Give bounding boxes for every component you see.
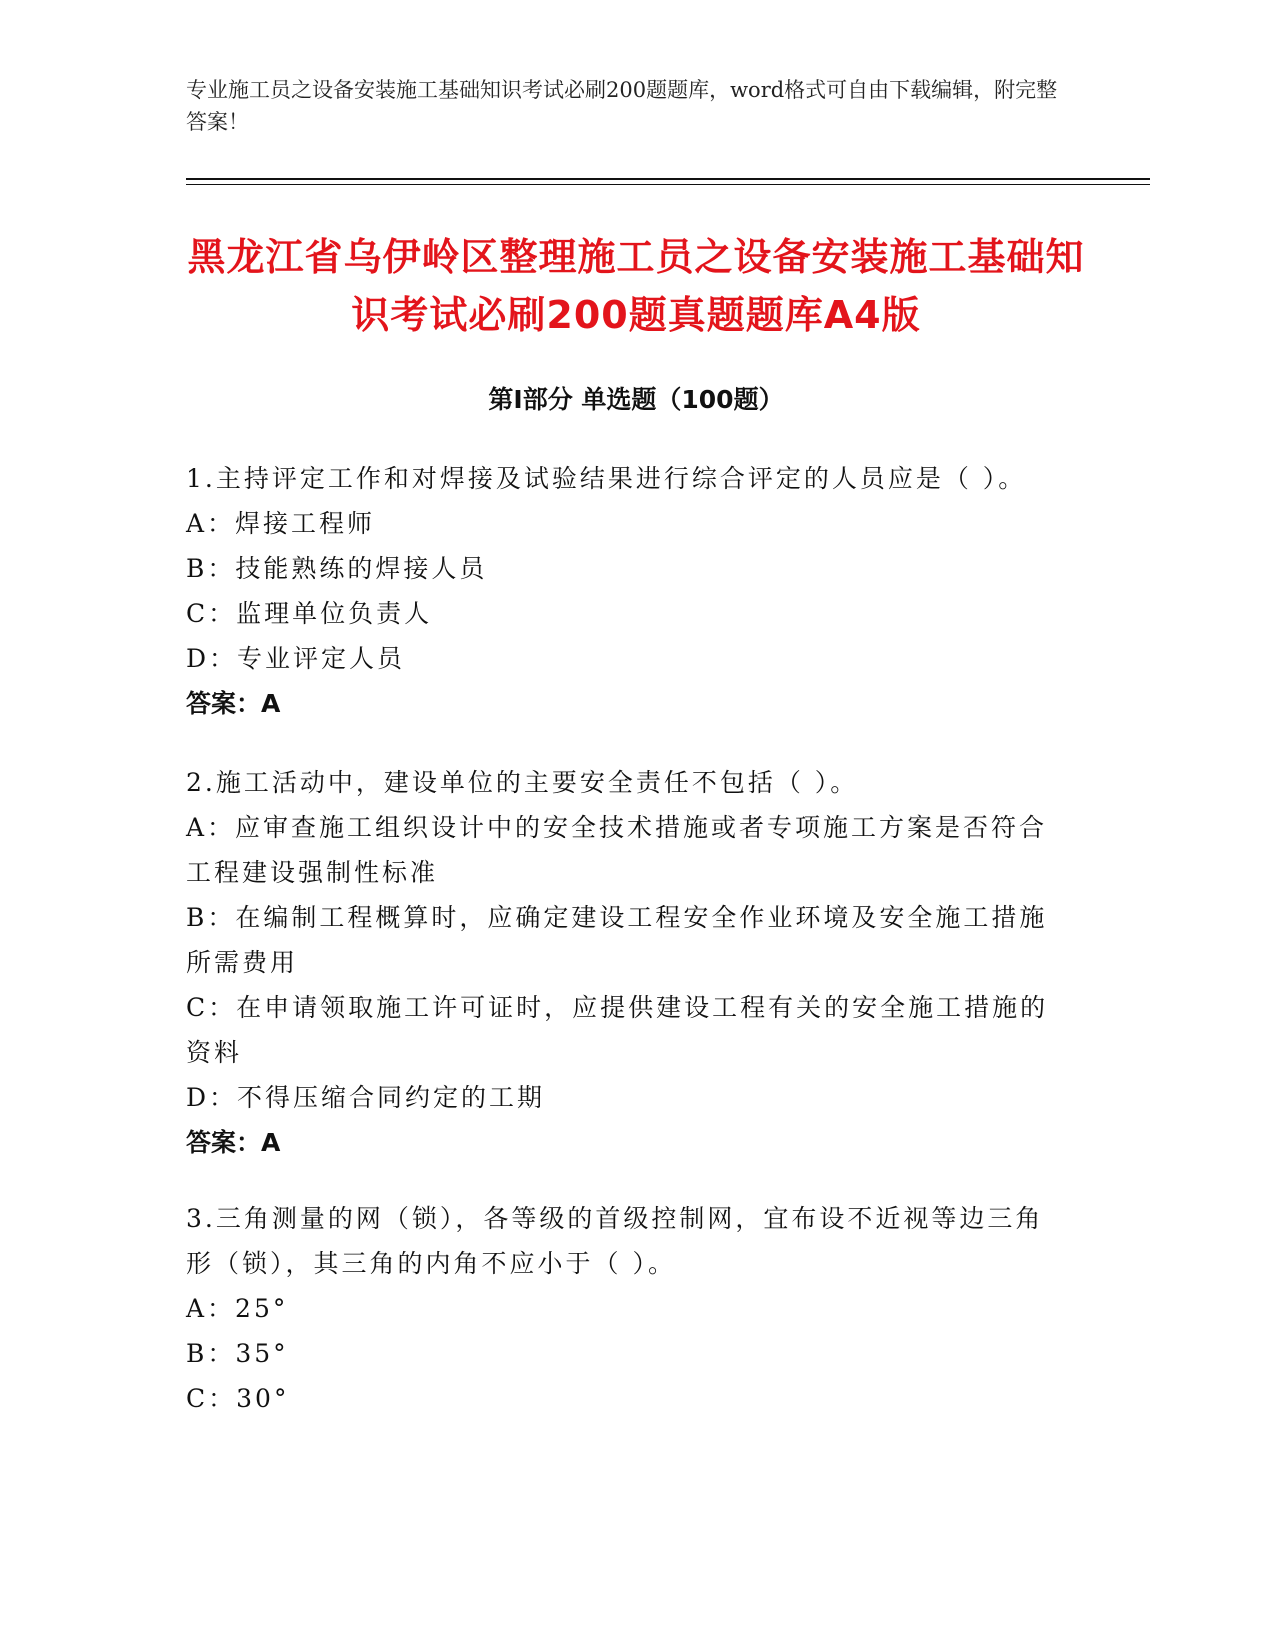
option-b: B：35° <box>186 1339 289 1368</box>
question-2 <box>186 760 1066 1165</box>
answer-label: 答案：A <box>186 689 281 718</box>
question-3 <box>186 1196 1066 1421</box>
header-note: 专业施工员之设备安装施工基础知识考试必刷200题题库，word格式可自由下载编辑，附完整答案！ <box>186 78 1058 134</box>
option-d: D：不得压缩合同约定的工期 <box>186 1083 546 1112</box>
question-stem: 3.三角测量的网（锁），各等级的首级控制网，宜布设不近视等边三角形（锁），其三角的内角不应小于（ ）。 <box>186 1204 1044 1278</box>
option-d: D：专业评定人员 <box>186 644 406 673</box>
option-c: C：在申请领取施工许可证时，应提供建设工程有关的安全施工措施的资料 <box>186 993 1049 1067</box>
option-c: C：30° <box>186 1384 290 1413</box>
answer-label: 答案：A <box>186 1128 281 1157</box>
section-heading: 第Ⅰ部分 单选题（100题） <box>488 385 784 414</box>
option-a: A：25° <box>186 1294 289 1323</box>
option-a: A：应审查施工组织设计中的安全技术措施或者专项施工方案是否符合工程建设强制性标准 <box>186 813 1048 887</box>
question-stem: 2.施工活动中，建设单位的主要安全责任不包括（ ）。 <box>186 768 859 797</box>
header-rule-thin <box>186 184 1150 185</box>
option-b: B：在编制工程概算时，应确定建设工程安全作业环境及安全施工措施所需费用 <box>186 903 1048 977</box>
question-stem: 1.主持评定工作和对焊接及试验结果进行综合评定的人员应是（ ）。 <box>186 464 1027 493</box>
document-title: 黑龙江省乌伊岭区整理施工员之设备安装施工基础知识考试必刷200题真题题库A4版 <box>187 235 1085 337</box>
header-rule-thick <box>186 178 1150 180</box>
question-1 <box>186 456 1066 726</box>
option-c: C：监理单位负责人 <box>186 599 433 628</box>
option-b: B：技能熟练的焊接人员 <box>186 554 488 583</box>
option-a: A：焊接工程师 <box>186 509 376 538</box>
